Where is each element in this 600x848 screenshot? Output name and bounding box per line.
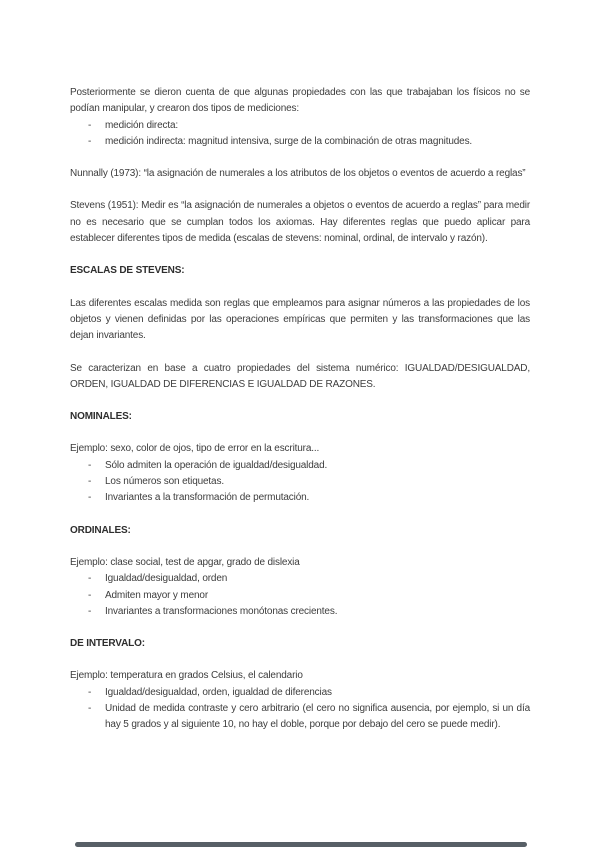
horizontal-scrollbar-thumb[interactable]	[75, 842, 527, 847]
bullet-item: - medición indirecta: magnitud intensiva, surge de la combinación de otras magnitudes.	[70, 134, 530, 150]
bullet-list	[70, 685, 530, 734]
bullet-item: - medición directa:	[70, 118, 530, 134]
bullet-item: - Igualdad/desigualdad, orden, igualdad de diferencias	[70, 685, 530, 701]
paragraph: Ejemplo: clase social, test de apgar, grado de dislexia	[70, 556, 300, 568]
bullet-list	[70, 118, 530, 151]
bullet-item: - Unidad de medida contraste y cero arbitrario (el cero no significa ausencia, por ejemplo, si un día hay 5 grados y al siguiente 10, no hay el doble, porque por debajo del cero se puede medir).	[70, 701, 530, 734]
section-heading: NOMINALES:	[70, 411, 132, 423]
section-heading: ESCALAS DE STEVENS:	[70, 265, 185, 277]
paragraph: Ejemplo: temperatura en grados Celsius, el calendario	[70, 670, 303, 682]
paragraph: Stevens (1951): Medir es “la asignación de numerales a objetos o eventos de acuerdo a reglas” para medir no es necesario que se cumplan todos los axiomas. Hay diferentes reglas que puedo aplicar para establecer diferentes tipos de medida (escalas de stevens: nominal, ordinal, de intervalo y razón).	[70, 200, 530, 245]
section-heading: ORDINALES:	[70, 524, 131, 536]
bullet-list	[70, 458, 530, 507]
document-body	[70, 85, 530, 750]
bullet-list	[70, 571, 530, 620]
bullet-item: - Los números son etiquetas.	[70, 474, 530, 490]
paragraph: Las diferentes escalas medida son reglas que empleamos para asignar números a las propiedades de los objetos y vienen definidas por las operaciones empíricas que permiten y las transformaciones que las dejan invariantes.	[70, 297, 530, 342]
bullet-item: - Invariantes a la transformación de permutación.	[70, 490, 530, 506]
paragraph: Posteriormente se dieron cuenta de que algunas propiedades con las que trabajaban los físicos no se podían manipular, y crearon dos tipos de mediciones:	[70, 87, 530, 115]
paragraph: Nunnally (1973): “la asignación de numerales a los atributos de los objetos o eventos de acuerdo a reglas”	[70, 168, 526, 180]
section-heading: DE INTERVALO:	[70, 638, 145, 650]
paragraph: Ejemplo: sexo, color de ojos, tipo de error en la escritura...	[70, 443, 320, 455]
paragraph: Se caracterizan en base a cuatro propiedades del sistema numérico: IGUALDAD/DESIGUALDAD, ORDEN, IGUALDAD DE DIFERENCIAS E IGUALDAD DE RAZONES.	[70, 362, 530, 390]
bullet-item: - Sólo admiten la operación de igualdad/desigualdad.	[70, 458, 530, 474]
bullet-item: - Invariantes a transformaciones monótonas crecientes.	[70, 604, 530, 620]
bullet-item: - Admiten mayor y menor	[70, 588, 530, 604]
bullet-item: - Igualdad/desigualdad, orden	[70, 571, 530, 587]
